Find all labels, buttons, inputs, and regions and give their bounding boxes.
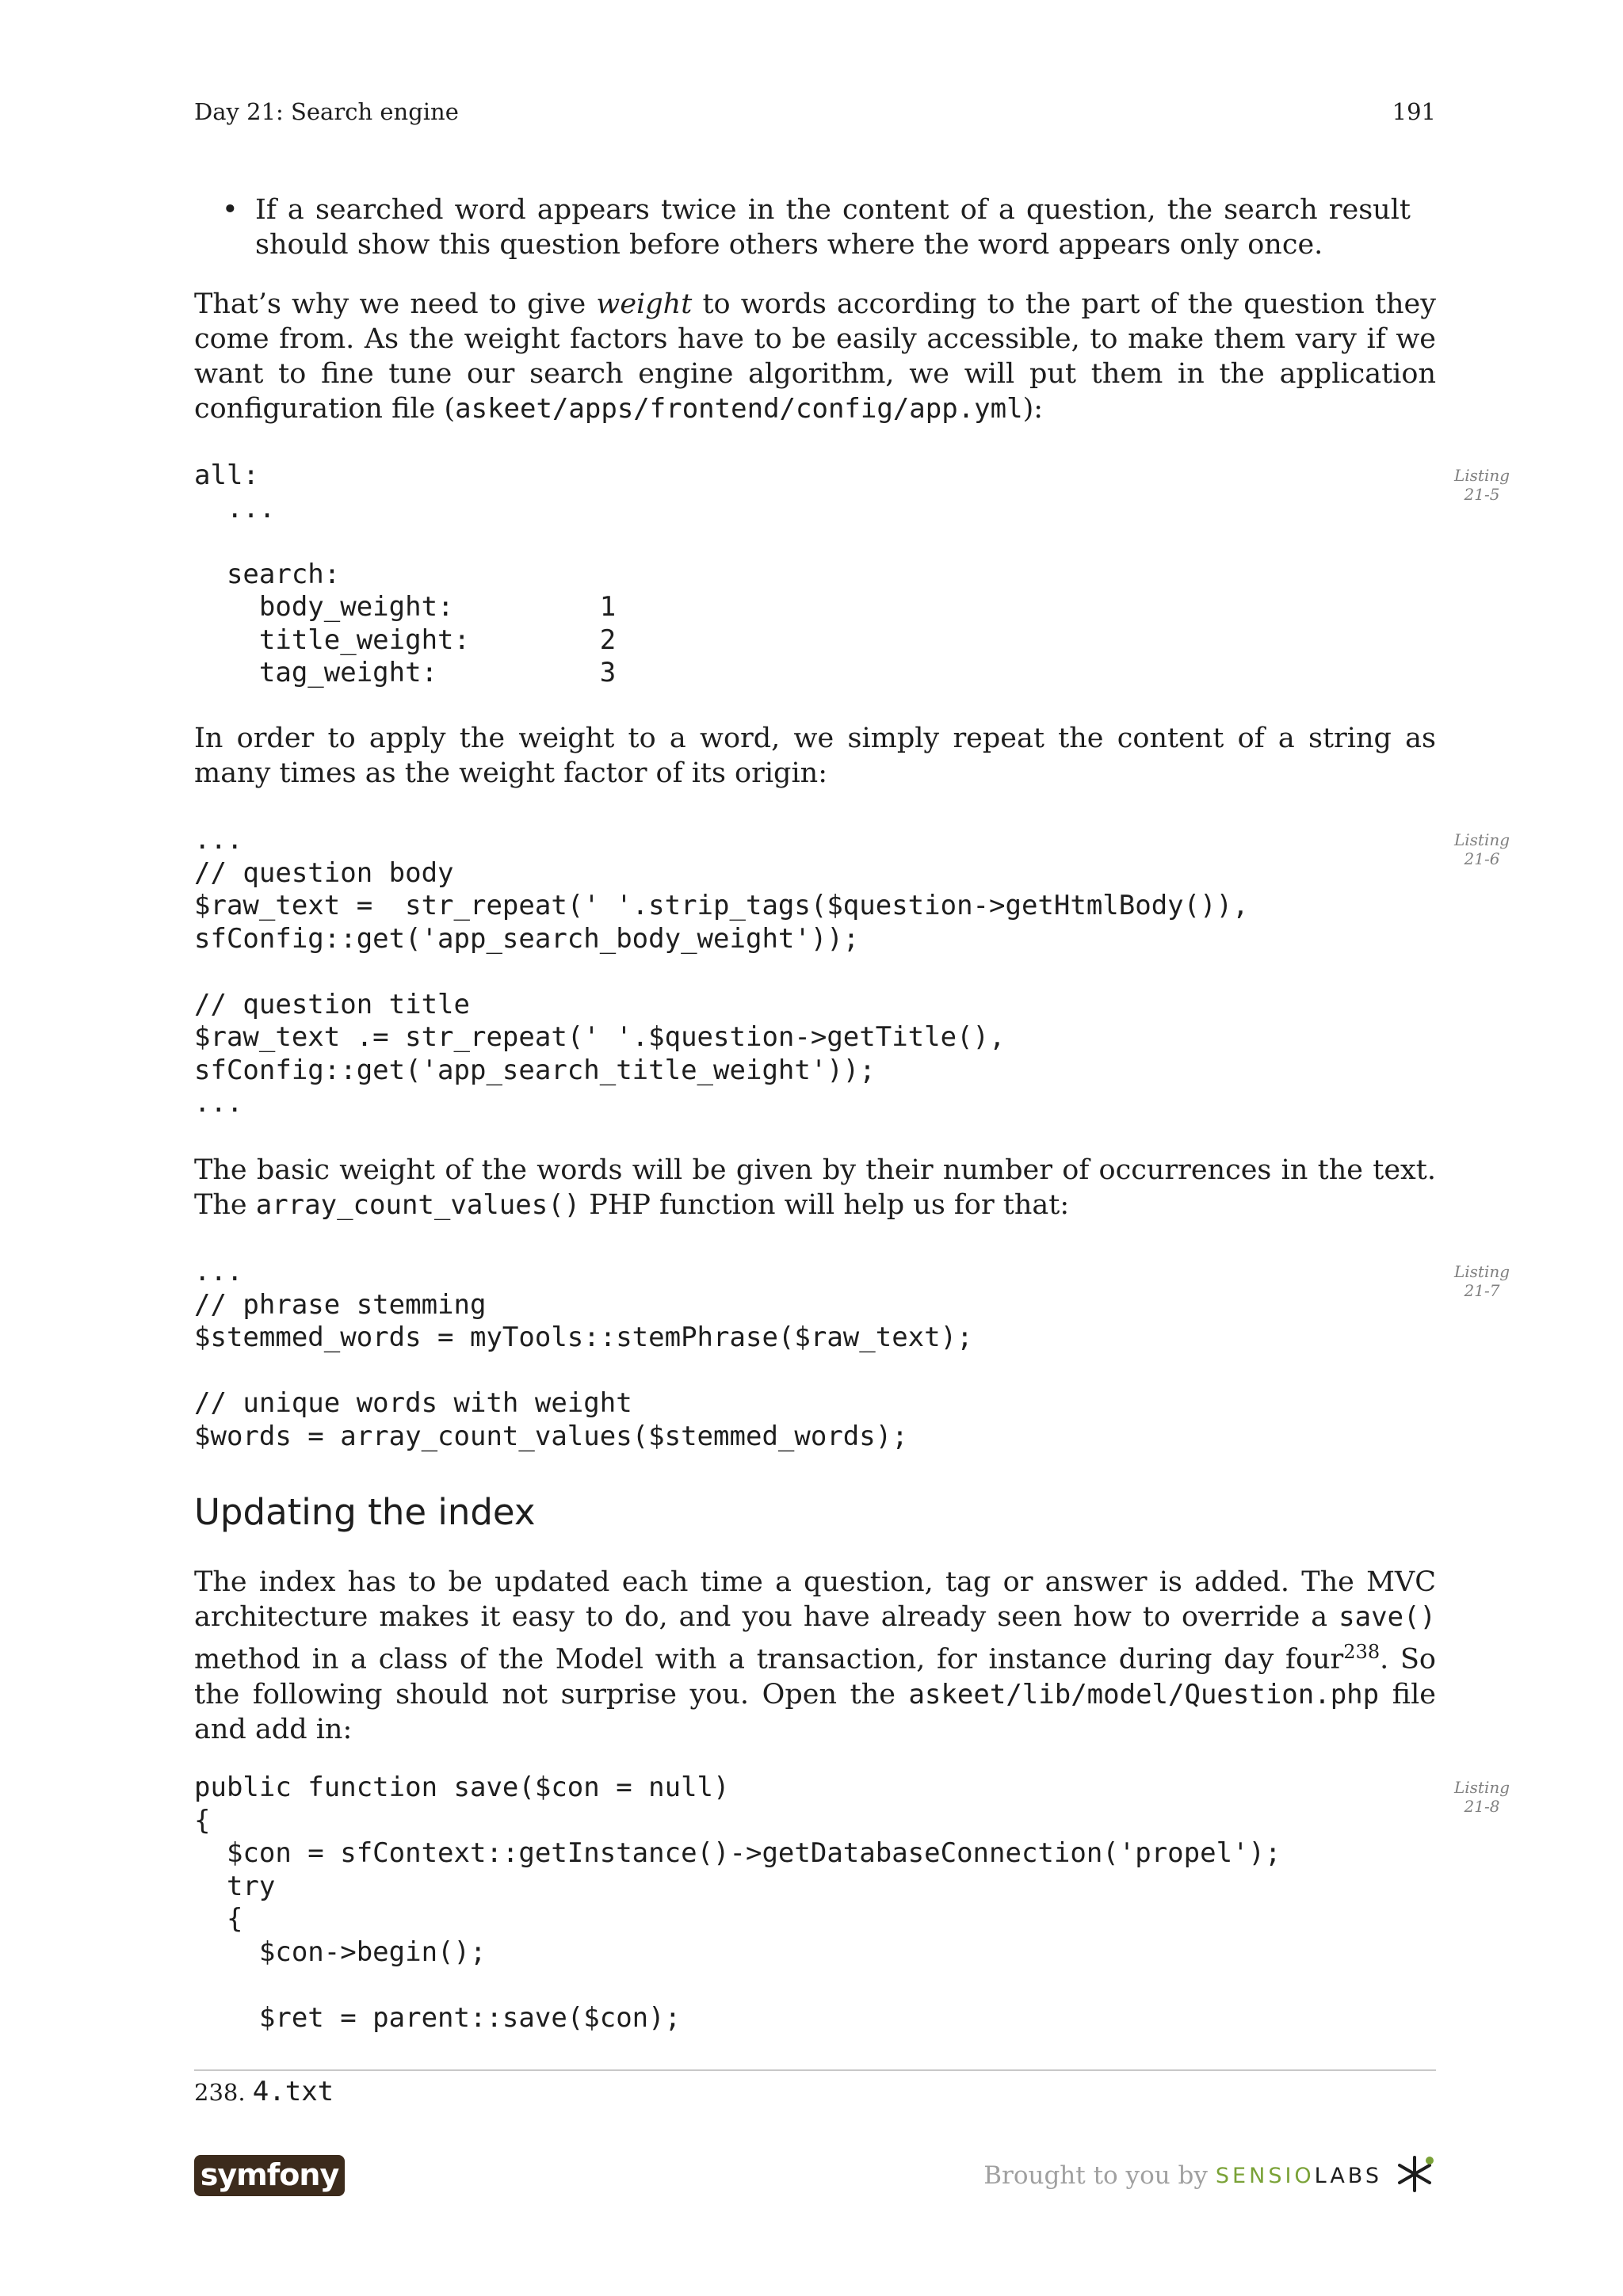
footnote-number: 238. — [194, 2079, 246, 2106]
para4-file-path: askeet/lib/model/Question.php — [908, 1678, 1380, 1711]
code-listing-21-8: public function save($con = null) { $con = sfContext::getInstance()->getDatabaseConnection('propel'); try { $con->begin(); $ret = parent::save($con); — [194, 1772, 1281, 2034]
para4-save-method: save() — [1338, 1601, 1436, 1633]
bullet-marker: • — [222, 194, 239, 226]
para4-text-b: method in a class of the Model with a transaction, for instance during day four — [194, 1643, 1344, 1676]
symfony-logo: symfony — [194, 2155, 345, 2196]
para1-italic-weight: weight — [596, 288, 693, 320]
sensiolabs-credit — [983, 2153, 1436, 2198]
para3-text-b: PHP function will help us for that: — [580, 1189, 1070, 1221]
paragraph-repeat — [194, 721, 1436, 791]
sensiolabs-logo-icon — [1393, 2154, 1436, 2197]
footnote-text: 4.txt — [252, 2076, 334, 2107]
para3-function-name: array_count_values() — [255, 1189, 581, 1221]
paragraph-weight — [194, 287, 1436, 426]
listing-label-21-7: Listing 21-7 — [1453, 1262, 1510, 1300]
bullet-item — [222, 193, 1411, 262]
para4-text-c: . So the following should not surprise you. Open the — [194, 1643, 1436, 1711]
paragraph-index — [194, 1565, 1436, 1747]
labs-wordmark: LABS — [1314, 2163, 1382, 2188]
page-number: 191 — [1392, 98, 1436, 125]
para3-text-a: The basic weight of the words will be given by their number of occurrences in the text. The — [194, 1154, 1436, 1221]
para1-text-b: to words according to the part of the question they come from. As the weight factors have to be easily accessible, to make them vary if we want to fine tune our search engine algorithm, we will put them in the application configuration file ( — [194, 288, 1436, 425]
brought-by-text: Brought to you by — [983, 2161, 1208, 2190]
bullet-text: If a searched word appears twice in the content of a question, the search result should show this question before others where the word appears only once. — [255, 194, 1411, 261]
paragraph-basic-weight — [194, 1153, 1436, 1222]
para2-text: In order to apply the weight to a word, we simply repeat the content of a string as many times as the weight factor of its origin: — [194, 723, 1436, 789]
para4-text-a: The index has to be updated each time a question, tag or answer is added. The MVC architecture makes it easy to do, and you have already seen how to override a — [194, 1566, 1436, 1633]
footnote-divider — [194, 2069, 1436, 2071]
para1-config-path: askeet/apps/frontend/config/app.yml — [455, 393, 1023, 425]
section-heading: Updating the index — [194, 1491, 536, 1533]
para1-text-end: ): — [1022, 393, 1044, 425]
code-listing-21-5: all: ... search: body_weight: 1 title_weight: 2 tag_weight: 3 — [194, 460, 617, 688]
listing-label-21-8: Listing 21-8 — [1453, 1778, 1510, 1816]
sensio-wordmark: SENSIO — [1215, 2163, 1315, 2188]
listing-label-21-5: Listing 21-5 — [1453, 466, 1510, 504]
listing-label-21-6: Listing 21-6 — [1453, 830, 1510, 868]
footnote-ref: 238 — [1343, 1641, 1381, 1663]
running-header-chapter: Day 21: Search engine — [194, 98, 459, 125]
para1-text-a: That’s why we need to give — [194, 288, 597, 320]
code-listing-21-6: ... // question body $raw_text = str_repeat(' '.strip_tags($question->getHtmlBody()), sfConfig::get('app_search_body_weight')); // question title $raw_text .= str_repeat(' '.$question->getTitle(), sfConfig::get('app_search_title_weight')); ... — [194, 824, 1249, 1119]
para4-text-d: file and add in: — [194, 1678, 1436, 1745]
code-listing-21-7: ... // phrase stemming $stemmed_words = myTools::stemPhrase($raw_text); // unique words with weight $words = array_count_values($stemmed_words); — [194, 1256, 973, 1452]
footnote — [194, 2074, 334, 2110]
